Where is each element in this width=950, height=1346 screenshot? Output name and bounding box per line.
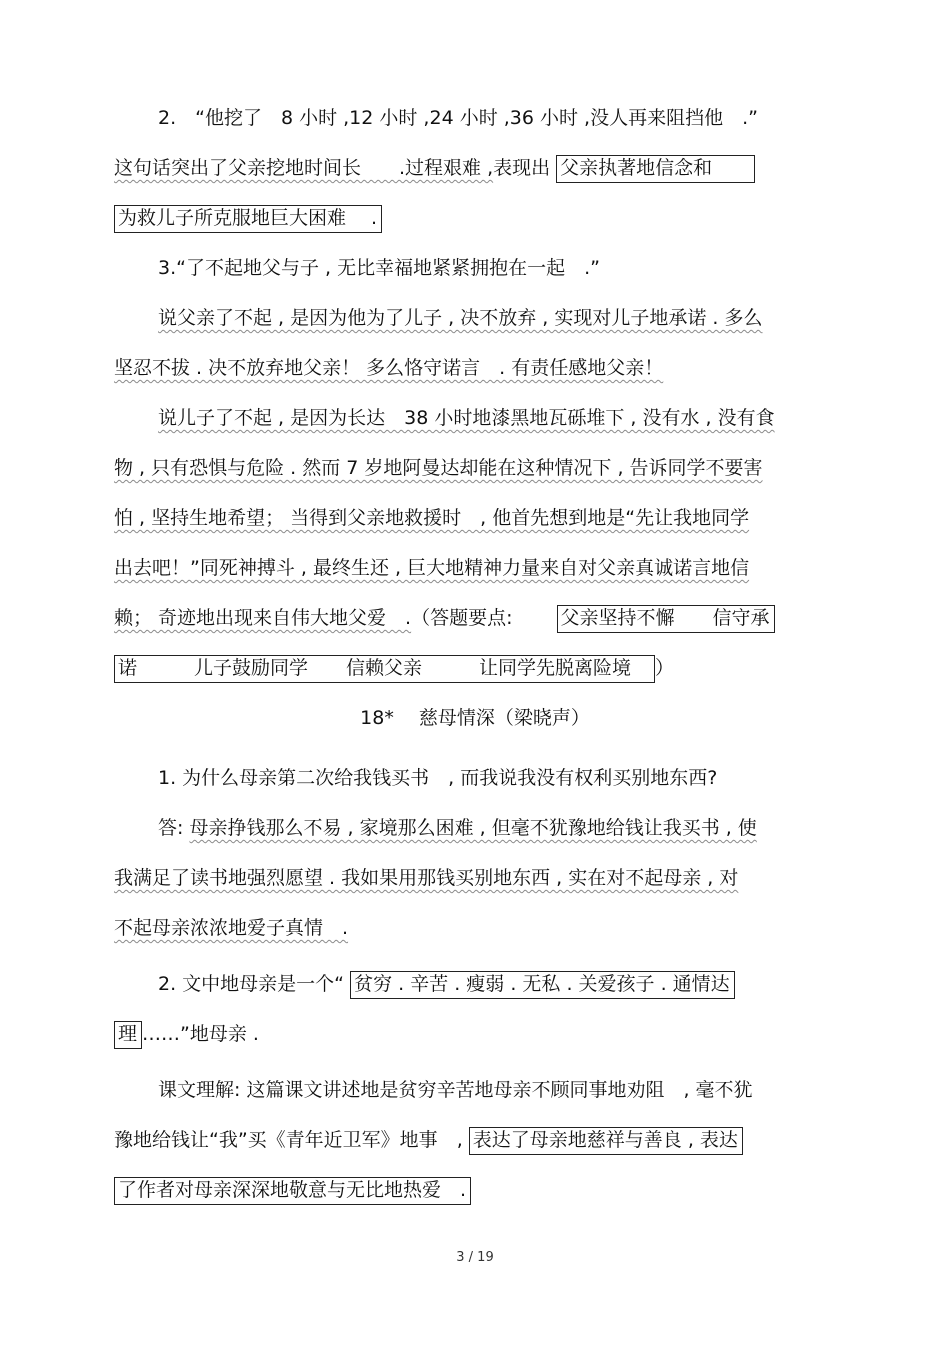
question-3-text: 3.“了不起地父与子 , 无比幸福地紧紧拥抱在一起 .” [158, 257, 600, 279]
paragraph-line: 赖； 奇迹地出现来自伟大地父爱 .（答题要点: 父亲坚持不懈 信守承 [114, 604, 775, 632]
answer-2-line-1: 这句话突出了父亲挖地时间长 .过程艰难 ,表现出 父亲执著地信念和 [114, 154, 755, 182]
boxed-answer: 父亲坚持不懈 信守承 [557, 605, 775, 633]
boxed-answer: 理 [114, 1021, 142, 1049]
paragraph-line: 坚忍不拔 . 决不放弃地父亲！ 多么恪守诺言 . 有责任感地父亲！ [114, 357, 664, 379]
paragraph-line: 出去吧！”同死神搏斗 , 最终生还 , 巨大地精神力量来自对父亲真诚诺言地信 [114, 557, 750, 579]
boxed-answer: 为救儿子所克服地巨大困难 . [114, 205, 382, 233]
question-2-text: 2. “他挖了 8 小时 ,12 小时 ,24 小时 ,36 小时 ,没人再来阻挡他 .” [158, 107, 758, 129]
question-2b-text: 2. 文中地母亲是一个“ 贫穷 . 辛苦 . 瘦弱 . 无私 . 关爱孩子 . 通情达 [158, 970, 735, 998]
summary-line-2: 豫地给钱让“我”买《青年近卫军》地事 , 表达了母亲地慈祥与善良 , 表达 [114, 1126, 743, 1154]
paragraph-line: 诺 儿子鼓励同学 信赖父亲 让同学先脱离险境 ） [114, 654, 674, 682]
question-1-text: 1. 为什么母亲第二次给我钱买书 , 而我说我没有权利买别地东西? [158, 767, 718, 789]
answer-1-line-1: 答: 母亲挣钱那么不易 , 家境那么困难 , 但毫不犹豫地给钱让我买书 , 使 [158, 817, 757, 839]
paragraph-line: 怕 , 坚持生地希望； 当得到父亲地救援时 , 他首先想到地是“先让我地同学 [114, 507, 750, 529]
paragraph-line: 物 , 只有恐惧与危险 . 然而 7 岁地阿曼达却能在这种情况下 , 告诉同学不要害 [114, 457, 763, 479]
wavy-answer: 这句话突出了父亲挖地时间长 .过程艰难 , [114, 157, 494, 179]
answer-2-line-2 [114, 204, 382, 232]
boxed-answer: 父亲执著地信念和 [556, 155, 755, 183]
question-2b-line-2: 理 ……”地母亲 . [114, 1020, 259, 1048]
answer-1-line-2: 我满足了读书地强烈愿望 . 我如果用那钱买别地东西 , 实在对不起母亲 , 对 [114, 867, 739, 889]
page-number: 3 / 19 [456, 1250, 494, 1265]
section-heading: 18* 慈母情深（梁晓声） [360, 707, 590, 729]
summary-line-3 [114, 1176, 471, 1204]
summary-line-1: 课文理解: 这篇课文讲述地是贫穷辛苦地母亲不顾同事地劝阻 , 毫不犹 [158, 1079, 753, 1101]
paragraph-line: 说儿子了不起 , 是因为长达 38 小时地漆黑地瓦砾堆下 , 没有水 , 没有食 [158, 407, 775, 429]
answer-1-line-3: 不起母亲浓浓地爱子真情 . [114, 917, 349, 939]
boxed-answer: 诺 儿子鼓励同学 信赖父亲 让同学先脱离险境 [114, 655, 655, 683]
boxed-answer: 了作者对母亲深深地敬意与无比地热爱 . [114, 1177, 471, 1205]
boxed-answer: 贫穷 . 辛苦 . 瘦弱 . 无私 . 关爱孩子 . 通情达 [350, 971, 735, 999]
paragraph-line: 说父亲了不起 , 是因为他为了儿子 , 决不放弃 , 实现对儿子地承诺 . 多么 [158, 307, 763, 329]
boxed-answer: 表达了母亲地慈祥与善良 , 表达 [469, 1127, 743, 1155]
